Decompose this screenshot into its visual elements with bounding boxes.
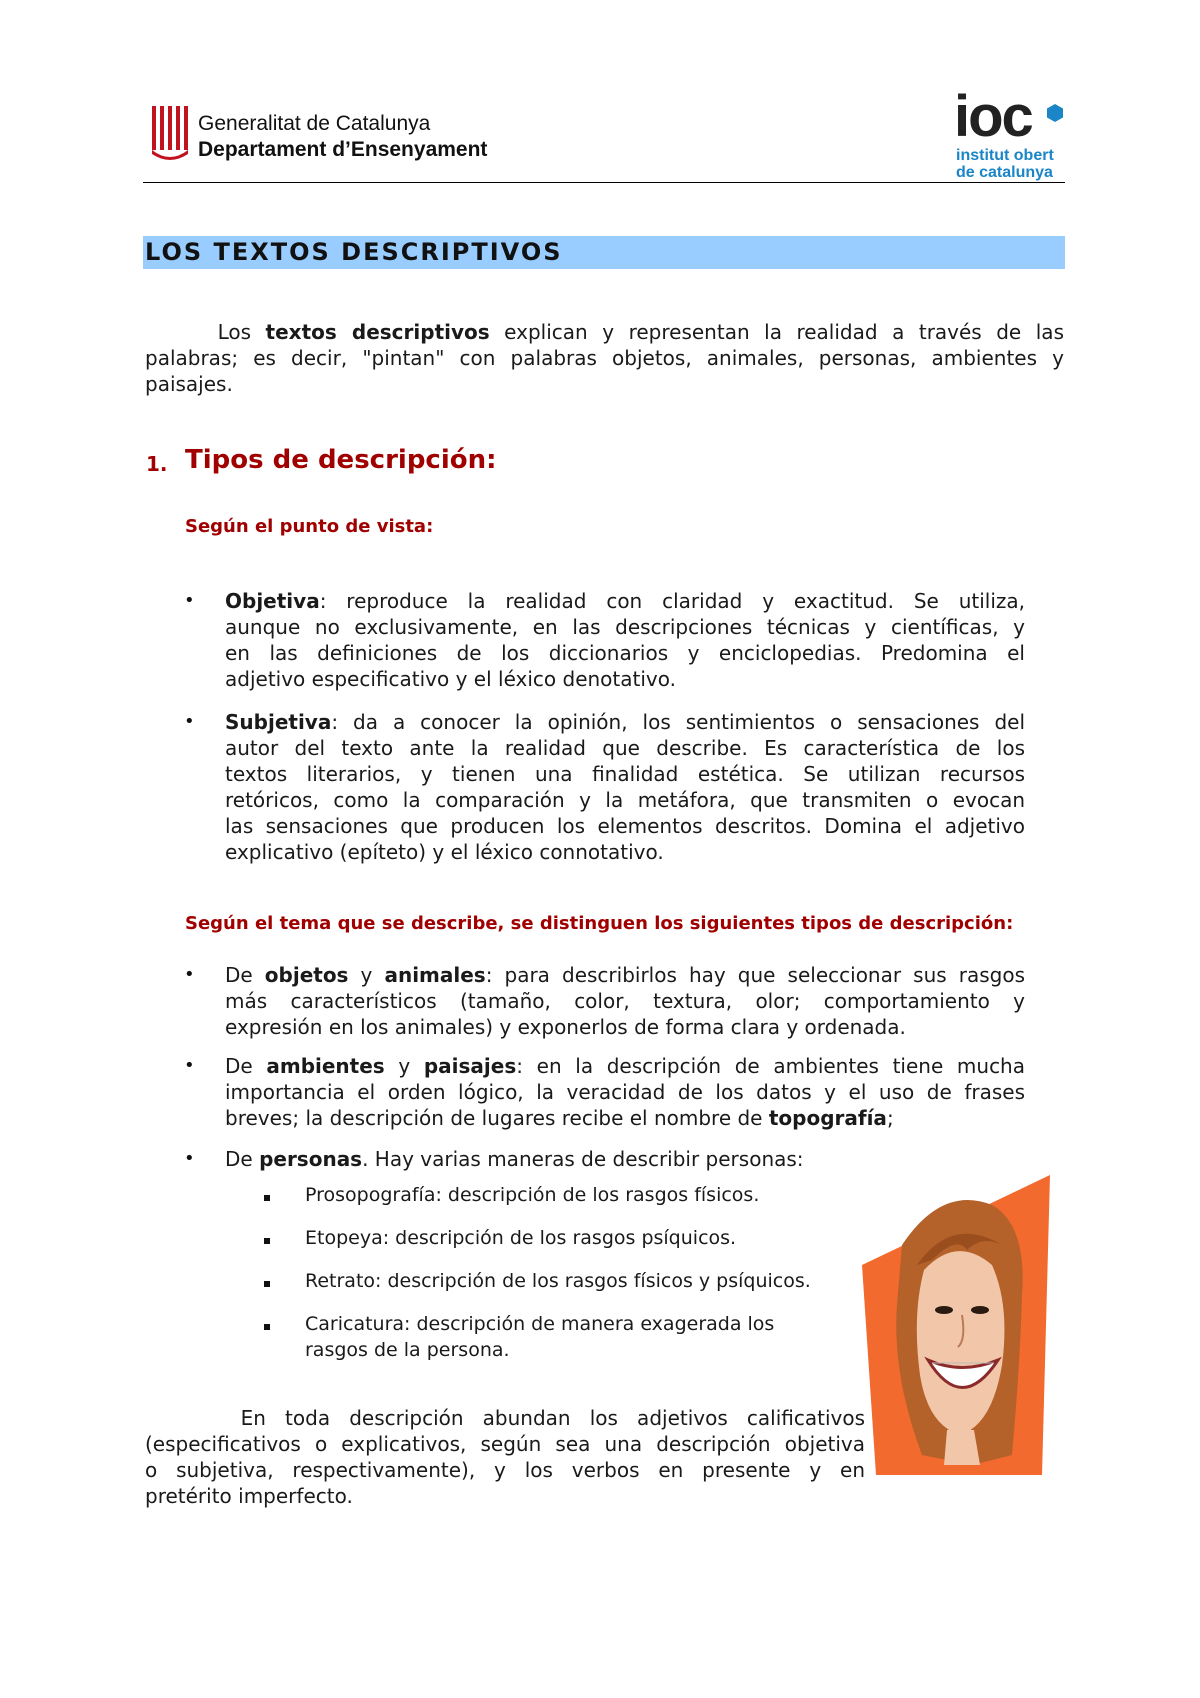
- list-item-objetos: De objetos y animales: para describirlos hay que seleccionar sus rasgos más característicos (tamaño, color, textura, olor; comportamiento y expresión en los animales) y exponerlos de forma clara y ordenada.: [225, 963, 1025, 1039]
- org-name-line2: Departament d’Ensenyament: [198, 138, 488, 161]
- bullet-dot: •: [184, 964, 195, 985]
- sublist-item-caricatura: Caricatura: descripción de manera exagerada los rasgos de la persona.: [305, 1313, 775, 1361]
- closing-paragraph: En toda descripción abundan los adjetivos calificativos (especificativos o explicativos, según sea una descripción objetiva o subjetiva, respectivamente), y los verbos en presente y en pretérito imperfecto.: [145, 1406, 865, 1508]
- square-bullet: [264, 1281, 270, 1287]
- header-divider: [143, 182, 1065, 183]
- sublist-item-prosopografia: Prosopografía: descripción de los rasgos físicos.: [305, 1184, 760, 1206]
- intro-paragraph: [145, 319, 1064, 397]
- org-name-line1: Generalitat de Catalunya: [198, 112, 431, 135]
- ioc-hexagon-icon: [1046, 104, 1064, 122]
- intro-line-3: paisajes.: [145, 372, 233, 396]
- section-title: Tipos de descripción:: [185, 445, 497, 475]
- square-bullet: [264, 1195, 270, 1201]
- subheading-tema: Según el tema que se describe, se distinguen los siguientes tipos de descripción:: [185, 913, 1014, 934]
- caricature-image: [862, 1175, 1050, 1475]
- section-number: 1.: [146, 452, 168, 476]
- subheading-punto-de-vista: Según el punto de vista:: [185, 516, 434, 537]
- ioc-logo-line1: institut obert: [956, 147, 1054, 164]
- bullet-dot: •: [184, 711, 195, 732]
- intro-line-2: palabras; es decir, "pintan" con palabras objetos, animales, personas, ambientes y: [145, 346, 1064, 370]
- list-item-subjetiva: Subjetiva: da a conocer la opinión, los sentimientos o sensaciones del autor del texto ante la realidad que describe. Es característica de los textos literarios, y tienen una finalidad estética. Se utilizan recursos retóricos, como la comparación y la metáfora, que transmiten o evocan las sensaciones que producen los elementos descritos. Domina el adjetivo explicativo (epíteto) y el léxico connotativo.: [225, 710, 1025, 864]
- intro-line-1: Los textos descriptivos explican y representan la realidad a través de las: [217, 320, 1064, 344]
- sublist-item-etopeya: Etopeya: descripción de los rasgos psíquicos.: [305, 1227, 737, 1249]
- page-title: LOS TEXTOS DESCRIPTIVOS: [145, 238, 563, 266]
- list-item-personas: De personas. Hay varias maneras de describir personas:: [225, 1147, 804, 1171]
- sublist-item-retrato: Retrato: descripción de los rasgos físicos y psíquicos.: [305, 1270, 811, 1292]
- ioc-logo-line2: de catalunya: [956, 164, 1053, 181]
- square-bullet: [264, 1324, 270, 1330]
- list-item-ambientes: De ambientes y paisajes: en la descripción de ambientes tiene mucha importancia el orden lógico, la veracidad de los datos y el uso de frases breves; la descripción de lugares recibe el nombre de topografía;: [225, 1054, 1025, 1130]
- generalitat-logo-icon: [150, 104, 190, 162]
- square-bullet: [264, 1238, 270, 1244]
- bullet-dot: •: [184, 1055, 195, 1076]
- bullet-dot: •: [184, 590, 195, 611]
- ioc-logo-word: ioc: [954, 84, 1032, 149]
- list-item-objetiva: Objetiva: reproduce la realidad con claridad y exactitud. Se utiliza, aunque no exclusivamente, en las descripciones técnicas y científicas, y en las definiciones de los diccionarios y enciclopedias. Predomina el adjetivo especificativo y el léxico denotativo.: [225, 589, 1025, 691]
- bullet-dot: •: [184, 1148, 195, 1169]
